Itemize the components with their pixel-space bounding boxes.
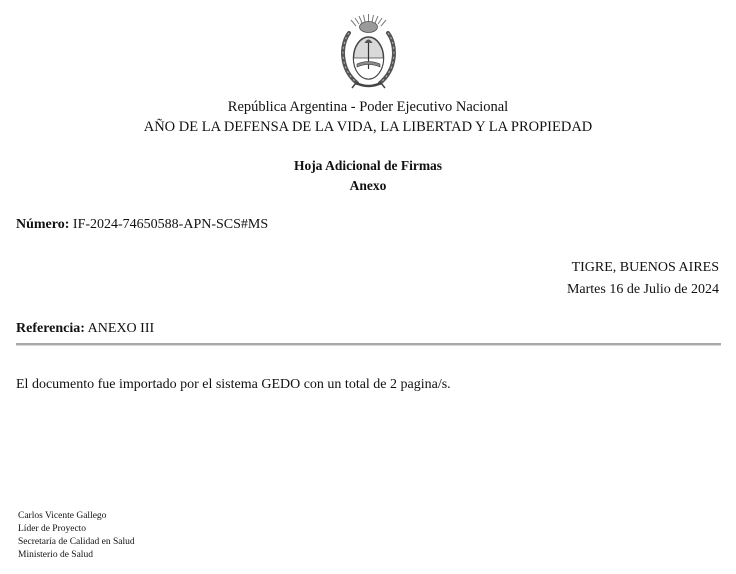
date: Martes 16 de Julio de 2024 [566,282,719,297]
coat-of-arms-emblem [337,13,400,93]
reference-value: ANEXO III [87,321,155,336]
document-number-row [16,215,268,235]
document-title-block [0,156,736,196]
section-divider [16,343,721,346]
signer-name: Carlos Vicente Gallego [18,511,107,521]
signature-block [18,510,135,562]
document-subtitle: Anexo [349,178,387,193]
document-number-value: IF-2024-74650588-APN-SCS#MS [72,217,269,232]
document-title: Hoja Adicional de Firmas [293,158,443,173]
place: TIGRE, BUENOS AIRES [571,260,719,275]
reference-row [16,319,154,339]
signer-ministry: Ministerio de Salud [18,550,93,560]
place-and-date [567,257,719,301]
document-header [0,97,736,137]
document-number-label: Número: [16,217,70,232]
signer-role: Líder de Proyecto [18,524,87,534]
body-text: El documento fue importado por el sistema GEDO con un total de 2 pagina/s. [16,377,451,392]
year-motto-line: AÑO DE LA DEFENSA DE LA VIDA, LA LIBERTAD Y LA PROPIEDAD [143,119,593,135]
signer-unit: Secretaría de Calidad en Salud [18,537,135,547]
government-line: República Argentina - Poder Ejecutivo Nacional [227,99,509,115]
reference-label: Referencia: [16,321,85,336]
